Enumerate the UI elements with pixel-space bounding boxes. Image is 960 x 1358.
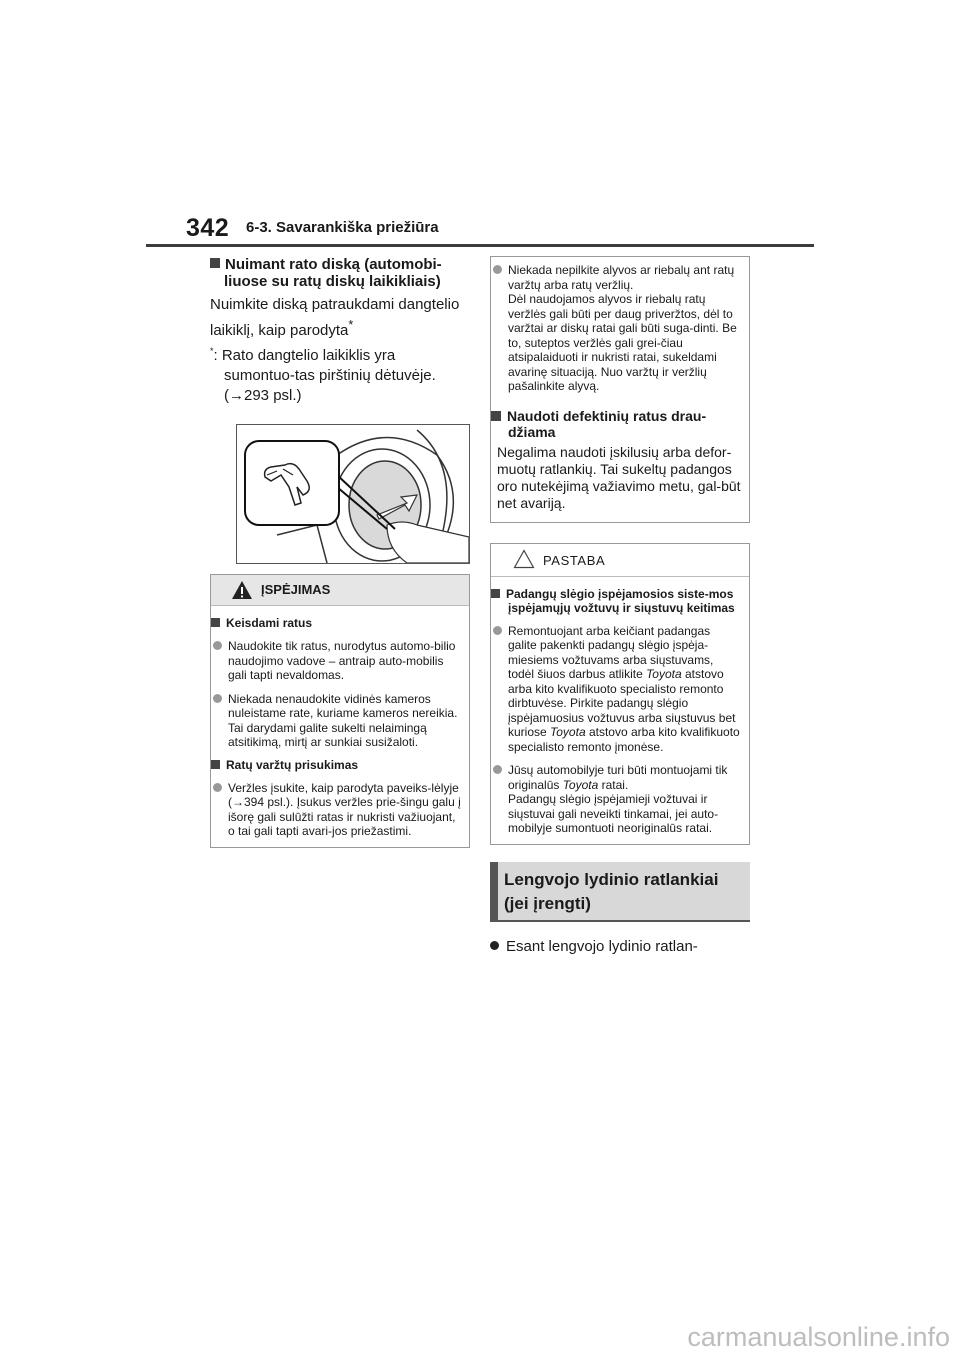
page-number: 342 [186, 214, 230, 242]
square-bullet-icon [491, 411, 501, 421]
heading-rule [490, 920, 750, 922]
warning-box [210, 574, 470, 848]
round-bullet-icon [213, 783, 222, 792]
warning-bullet: Veržles įsukite, kaip parodyta paveiks-lėlyje (→394 psl.). Įsukus veržles prie-šingu galu į išorę gali sulūžti ratas ir nukristi važiuojant, o tai gali tapti avari-jos priežastimi. [211, 781, 461, 839]
note-subhead: Padangų slėgio įspėjamosios siste-mos įspėjamųjų vožtuvų ir siųstuvų keitimas [491, 587, 741, 615]
warning-header [211, 575, 469, 606]
note-title: PASTABA [543, 552, 606, 568]
section-heading-text: Lengvojo lydinio ratlankiai (jei įrengti) [504, 869, 719, 913]
square-bullet-icon [211, 618, 220, 627]
warning-bullet: Naudokite tik ratus, nurodytus automo-bilio naudojimo vadove – antraip auto-mobilis gali tapti nevaldomas. [211, 639, 461, 683]
square-bullet-icon [491, 589, 500, 598]
watermark: carmanualsonline.info [687, 1322, 950, 1352]
heading-accent-bar [490, 862, 498, 920]
left-column [210, 256, 470, 848]
subhead-defective-wheels: Naudoti defektinių ratus drau-džiama [491, 408, 741, 440]
footnote: *: Rato dangtelio laikiklis yra sumontuo-tas pirštinių dėtuvėje. (→293 psl.) [210, 346, 436, 404]
round-bullet-icon [213, 694, 222, 703]
round-bullet-icon [493, 765, 502, 774]
warning-continued-body [491, 257, 749, 522]
round-bullet-icon [493, 626, 502, 635]
warning-body [211, 606, 469, 847]
note-box [490, 543, 750, 845]
square-bullet-icon [210, 258, 220, 268]
instruction-text: Nuimkite diską patraukdami dangtelio laikiklį, kaip parodyta* [210, 296, 460, 339]
round-bullet-icon [213, 641, 222, 650]
wheel-cover-illustration [236, 424, 470, 564]
note-bullet: Jūsų automobilyje turi būti montuojami tik originalūs Toyota ratai. Padangų slėgio įspėjamieji vožtuvai ir siųstuvai gali neveikti tinkamai, jei auto-mobilyje sumontuoti neoriginalūs ratai. [491, 763, 741, 836]
section-heading-alloy-rims [490, 862, 750, 920]
wheel-illustration-icon [237, 425, 469, 563]
warning-triangle-icon [231, 580, 253, 600]
warning-subhead-bolts: Ratų varžtų prisukimas [211, 758, 461, 772]
warning-bullet: Niekada nenaudokite vidinės kameros nuleistame rate, kuriame kameros nereikia. Tai darydami galite sukelti nelaimingą atsitikimą, mirtį ar sunkiai susižaloti. [211, 692, 461, 750]
caution-outline-icon [513, 549, 535, 569]
alloy-rims-bullet: Esant lengvojo lydinio ratlan- [490, 938, 750, 955]
note-header [491, 544, 749, 577]
defective-wheels-text: Negalima naudoti įskilusių arba defor-muotų ratlankių. Tai sukeltų padangos oro nutekėjimą važiavimo metu, gal-būt net avariją. [497, 443, 741, 511]
page-header [0, 0, 960, 250]
subheading-rim-removal: Nuimant rato diską (automobi-liuose su ratų diskų laikikliais) [210, 256, 470, 290]
note-body [491, 577, 749, 844]
round-bullet-icon [493, 265, 502, 274]
note-bullet: Remontuojant arba keičiant padangas galite pakenkti padangų slėgio įspėja-miesiems vožtuvams arba siųstuvams, todėl šiuos darbus atlikite Toyota atstovo arba kito kvalifikuoto specialisto remonto dirbtuvėse. Pirkite padangų slėgio įspėjamuosius vožtuvus arba siųstuvus bet kuriose Toyota atstovo arba kito kvalifikuoto specialisto remonto įmonėse. [491, 624, 741, 755]
warning-bullet: Niekada nepilkite alyvos ar riebalų ant ratų varžtų arba ratų veržlių. Dėl naudojamos alyvos ir riebalų ratų veržlės gali būti per daug priveržtos, dėl to varžtai ar diskų ratai gali būti suga-dinti. Be to, suteptos veržlės gali grei-čiau atsipalaiduoti ir nukristi ratai, sukeldami avarinę situaciją. Nuo varžtų ir veržlių pašalinkite alyvą. [491, 263, 741, 394]
right-column [490, 256, 750, 955]
warning-subhead-changing-wheels: Keisdami ratus [211, 616, 461, 630]
warning-title: ĮSPĖJIMAS [261, 582, 331, 597]
section-title: 6-3. Savarankiška priežiūra [246, 219, 439, 236]
round-bullet-icon [490, 941, 499, 950]
square-bullet-icon [211, 760, 220, 769]
warning-box-continued [490, 256, 750, 523]
header-rule [146, 244, 814, 247]
